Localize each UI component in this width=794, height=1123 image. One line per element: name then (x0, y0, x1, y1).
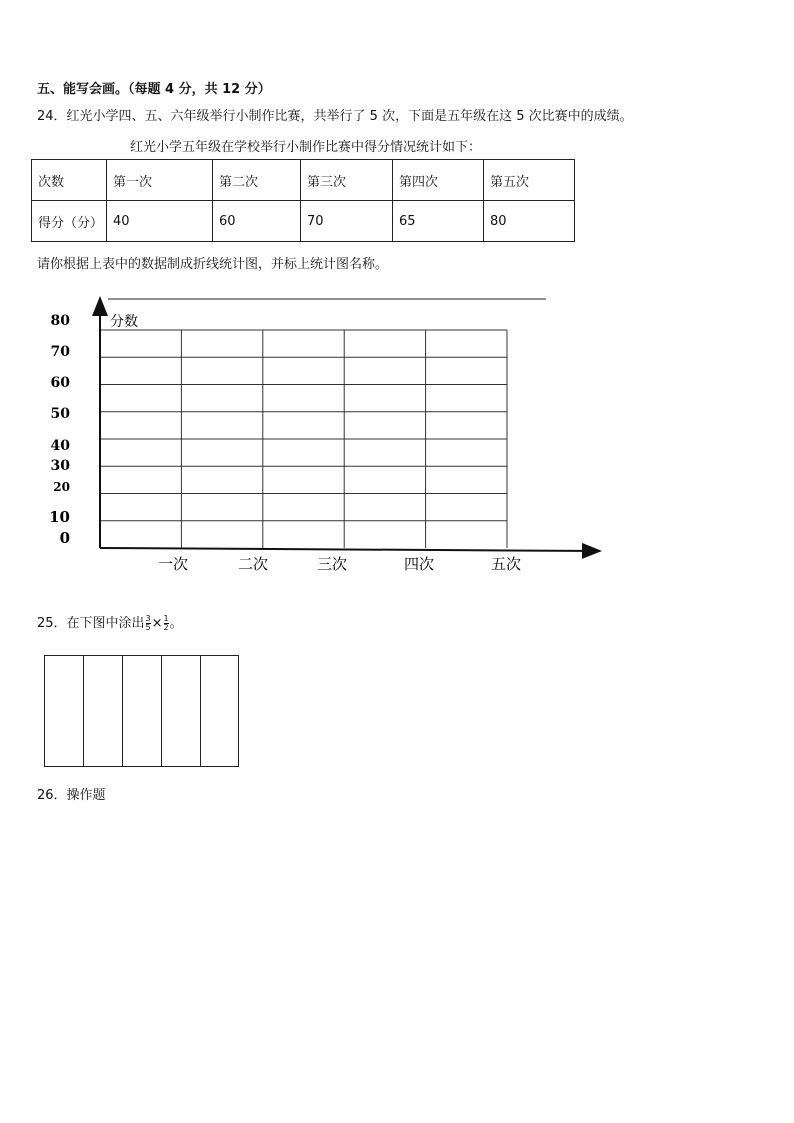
rectangle-divider (161, 656, 162, 766)
shading-rectangle[interactable] (44, 655, 239, 767)
chart-instruction: 请你根据上表中的数据制成折线统计图，并标上统计图名称。 (37, 257, 389, 272)
question-26-title: 26．操作题 (37, 788, 106, 803)
table-header-cell: 第五次 (484, 160, 575, 201)
table-cell: 70 (301, 201, 393, 242)
table-header-cell: 第三次 (301, 160, 393, 201)
rectangle-divider (122, 656, 123, 766)
y-tick-label: 0 (59, 529, 70, 547)
question-25-prefix: 25．在下图中涂出 (37, 616, 145, 631)
table-cell: 40 (107, 201, 213, 242)
question-25-stem (37, 612, 183, 632)
table-header-cell: 第二次 (213, 160, 301, 201)
line-chart[interactable] (0, 290, 794, 585)
x-tick-label: 五次 (490, 555, 522, 573)
y-tick-label: 10 (49, 508, 70, 526)
table-caption: 红光小学五年级在学校举行小制作比赛中得分情况统计如下： (130, 140, 482, 155)
table-header-row (32, 160, 575, 201)
x-tick-label: 四次 (403, 555, 435, 573)
table-cell: 65 (393, 201, 484, 242)
table-cell: 60 (213, 201, 301, 242)
table-cell: 得分（分） (32, 201, 107, 242)
rectangle-divider (83, 656, 84, 766)
x-tick-label: 三次 (316, 555, 348, 573)
y-tick-label: 20 (53, 480, 70, 494)
score-table (31, 159, 575, 242)
x-tick-label: 一次 (157, 555, 189, 573)
rectangle-divider (200, 656, 201, 766)
y-tick-label: 30 (50, 458, 70, 474)
y-tick-label: 70 (50, 344, 70, 360)
section-title: 五、能写会画。（每题 4 分，共 12 分） (37, 82, 271, 97)
y-tick-label: 50 (50, 406, 70, 422)
x-axis (100, 548, 600, 551)
fraction-one-half: $\frac{1}{2}$ (163, 614, 169, 632)
y-tick-label: 80 (50, 313, 70, 329)
question-25-suffix: 。 (169, 616, 183, 631)
table-header-cell: 第一次 (107, 160, 213, 201)
table-cell: 80 (484, 201, 575, 242)
y-axis-label: 分数 (110, 314, 138, 330)
question-24-stem: 24．红光小学四、五、六年级举行小制作比赛，共举行了 5 次，下面是五年级在这 5 次比赛中的成绩。 (37, 109, 633, 124)
table-row (32, 201, 575, 242)
table-header-cell: 次数 (32, 160, 107, 201)
y-tick-label: 40 (50, 438, 70, 454)
x-tick-label: 二次 (237, 555, 269, 573)
times-sign: × (151, 616, 163, 631)
y-tick-label: 60 (50, 375, 70, 391)
table-header-cell: 第四次 (393, 160, 484, 201)
fraction-three-fifths: $\frac{3}{5}$ (145, 614, 151, 632)
